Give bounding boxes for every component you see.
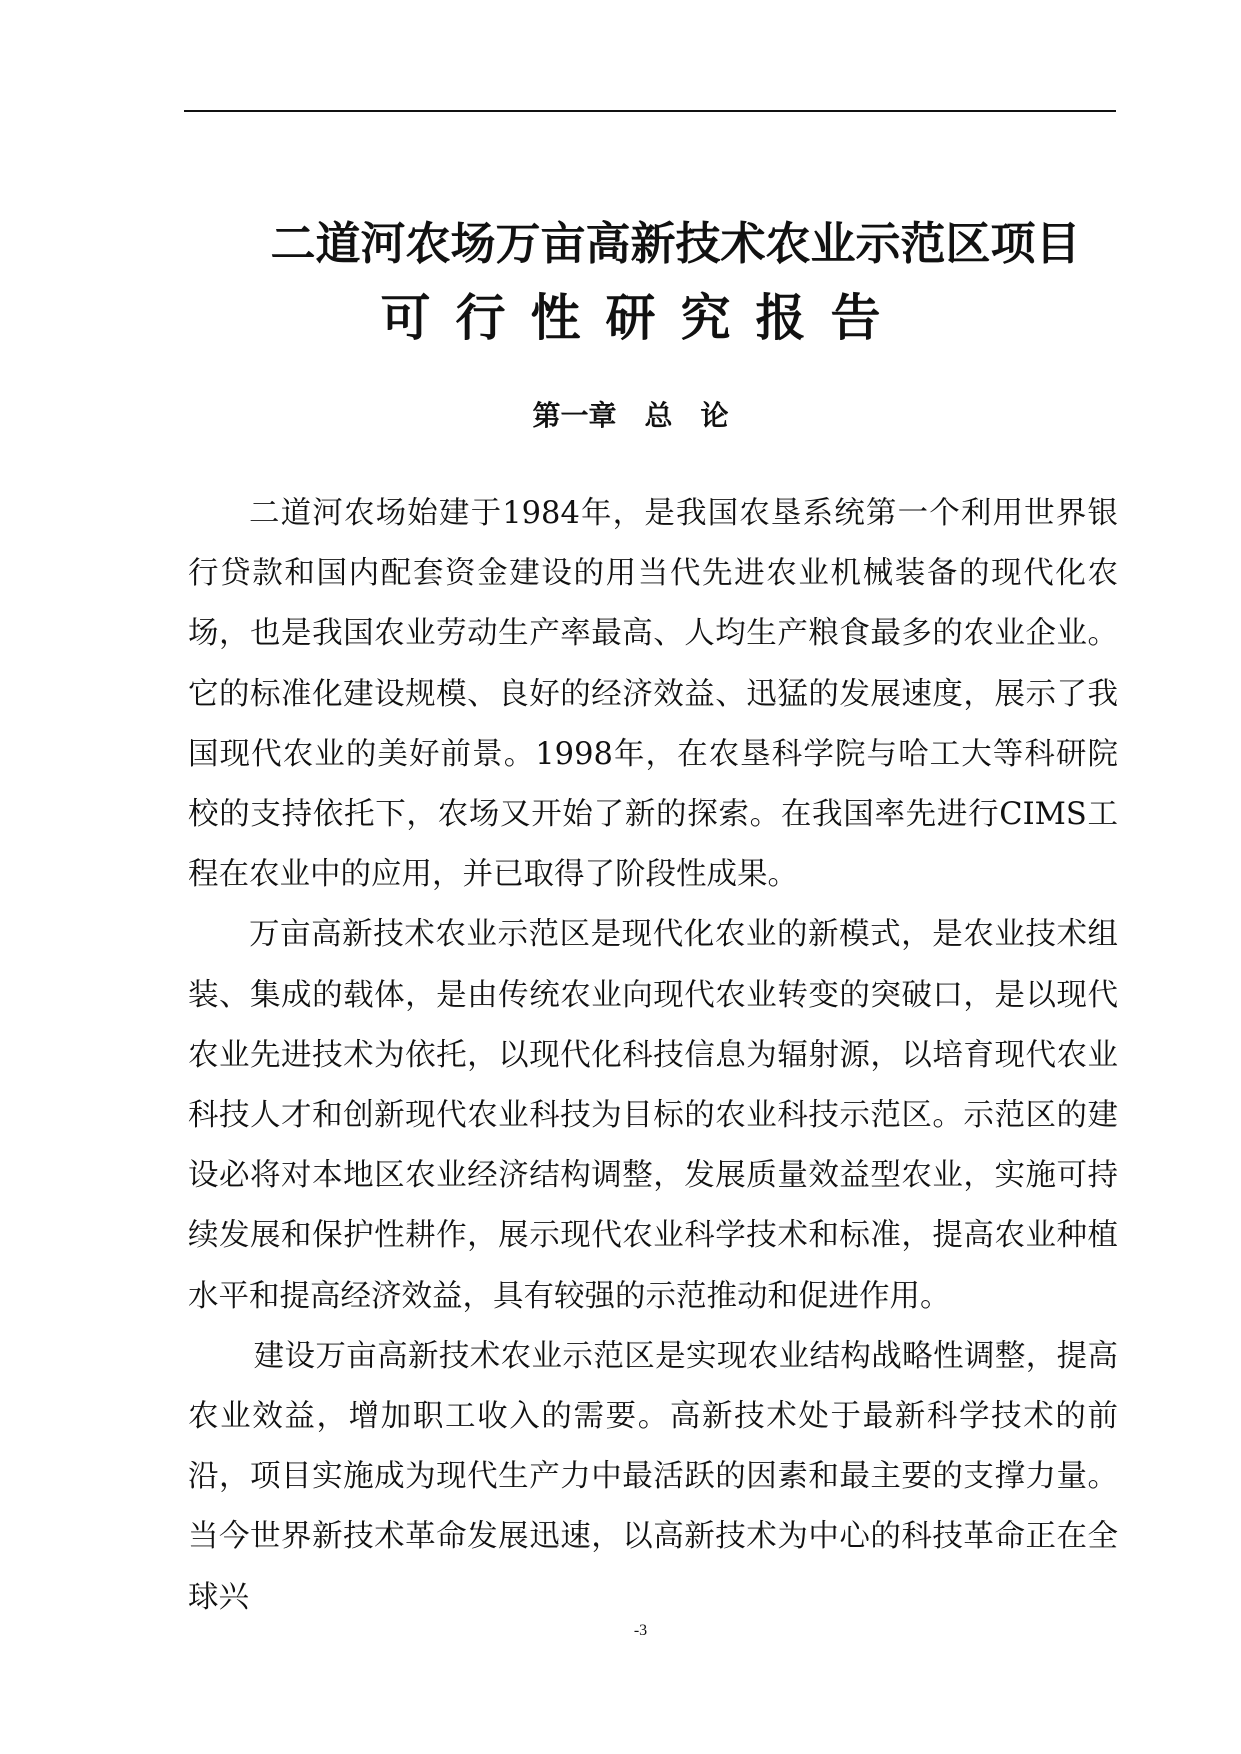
chapter-heading: 第一章 总 论	[532, 399, 729, 432]
header-rule	[184, 110, 1116, 112]
page-number: -3	[633, 1622, 648, 1639]
report-subtitle: 可行性研究报告	[380, 289, 906, 347]
paragraph-2: 万亩高新技术农业示范区是现代化农业的新模式，是农业技术组装、集成的载体，是由传统农业向现代农业转变的突破口，是以现代农业先进技术为依托，以现代化科技信息为辐射源，以培育现代农业科技人才和创新现代农业科技为目标的农业科技示范区。示范区的建设必将对本地区农业经济结构调整，发展质量效益型农业，实施可持续发展和保护性耕作，展示现代农业科学技术和标准，提高农业种植水平和提高经济效益，具有较强的示范推动和促进作用。	[188, 917, 1118, 1314]
body-text	[188, 484, 1118, 1628]
report-title: 二道河农场万亩高新技术农业示范区项目	[270, 217, 1081, 270]
paragraph-1: 二道河农场始建于1984年，是我国农垦系统第一个利用世界银行贷款和国内配套资金建设的用当代先进农业机械装备的现代化农场，也是我国农业劳动生产率最高、人均生产粮食最多的农业企业。它的标准化建设规模、良好的经济效益、迅猛的发展速度，展示了我国现代农业的美好前景。1998年，在农垦科学院与哈工大等科研院校的支持依托下，农场又开始了新的探索。在我国率先进行CIMS工程在农业中的应用，并已取得了阶段性成果。	[188, 496, 1118, 893]
paragraph-3: 建设万亩高新技术农业示范区是实现农业结构战略性调整，提高农业效益，增加职工收入的需要。高新技术处于最新科学技术的前沿，项目实施成为现代生产力中最活跃的因素和最主要的支撑力量。当今世界新技术革命发展迅速，以高新技术为中心的科技革命正在全球兴	[188, 1338, 1118, 1615]
